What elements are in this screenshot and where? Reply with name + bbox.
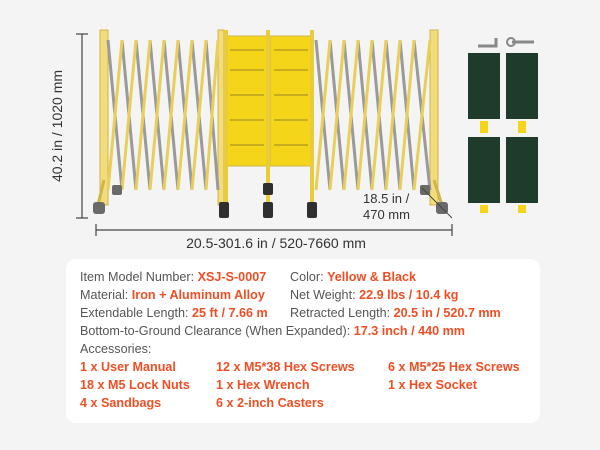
accessory-item: 1 x User Manual — [80, 360, 176, 374]
spec-label: Retracted Length: — [290, 306, 391, 320]
accessory-item: 12 x M5*38 Hex Screws — [216, 360, 355, 374]
accessory-item: 6 x 2-inch Casters — [216, 396, 324, 410]
spec-value: Iron + Aluminum Alloy — [131, 288, 265, 302]
spec-ext-length — [80, 305, 268, 321]
accessory-item: 18 x M5 Lock Nuts — [80, 378, 190, 392]
hex-key-icon — [478, 38, 496, 46]
spec-model — [80, 269, 266, 285]
spec-label: Bottom-to-Ground Clearance (When Expanded): — [80, 324, 351, 338]
height-dimension-label: 40.2 in / 1020 mm — [49, 69, 65, 183]
accessory-item: 1 x Hex Wrench — [216, 378, 310, 392]
left-scissor-section — [93, 30, 224, 214]
caster-height-label-2: 470 mm — [363, 207, 410, 222]
spec-clearance — [80, 323, 465, 339]
caster-height-label-1: 18.5 in / — [363, 191, 410, 206]
spec-value: Yellow & Black — [327, 270, 416, 284]
spec-color — [290, 269, 416, 285]
center-panels — [219, 30, 317, 218]
spec-value: 20.5 in / 520.7 mm — [393, 306, 501, 320]
height-dimension-line — [76, 34, 88, 218]
spec-value: 17.3 inch / 440 mm — [353, 324, 466, 338]
spec-label: Extendable Length: — [80, 306, 189, 320]
spec-material — [80, 287, 265, 303]
spec-ret-length — [290, 305, 501, 321]
spec-weight — [290, 287, 459, 303]
width-dimension-label: 20.5-301.6 in / 520-7660 mm — [186, 235, 366, 251]
spec-label: Net Weight: — [290, 288, 356, 302]
spec-value: 22.9 lbs / 10.4 kg — [359, 288, 459, 302]
accessory-item: 6 x M5*25 Hex Screws — [388, 360, 520, 374]
sandbags — [468, 53, 538, 213]
spec-card — [66, 259, 540, 423]
wrench-icon — [507, 38, 534, 46]
accessory-item: 1 x Hex Socket — [388, 378, 477, 392]
spec-label: Material: — [80, 288, 129, 302]
accessories-heading: Accessories: — [80, 342, 152, 356]
spec-value: XSJ-S-0007 — [197, 270, 267, 284]
right-scissor-section — [316, 30, 448, 214]
accessory-item: 4 x Sandbags — [80, 396, 162, 410]
spec-label: Item Model Number: — [80, 270, 195, 284]
spec-label: Color: — [290, 270, 324, 284]
spec-value: 25 ft / 7.66 m — [192, 306, 268, 320]
